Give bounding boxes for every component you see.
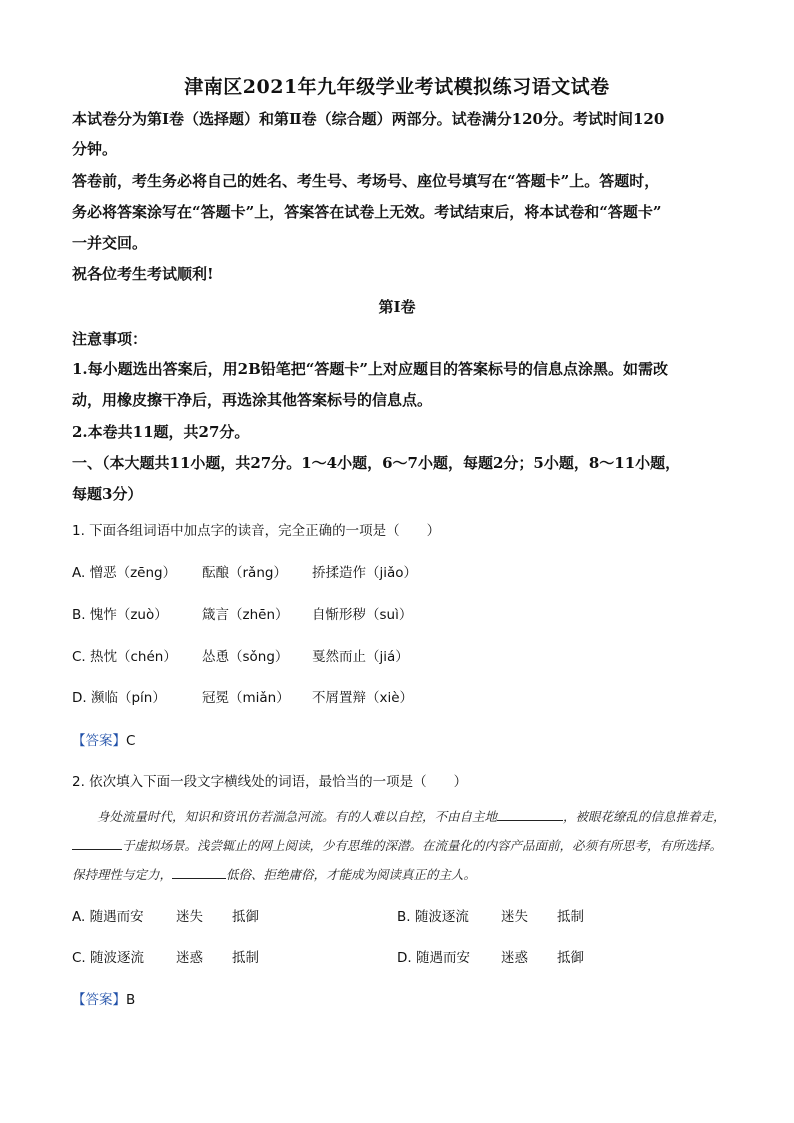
q2-option-c-word3: 抵制 (232, 950, 259, 966)
answer-tag: 【答案】 (72, 992, 126, 1008)
intro-line-6: 祝各位考生考试顺利! (72, 265, 214, 283)
note-1b: 动，用橡皮擦干净后，再选涂其他答案标号的信息点。 (72, 391, 433, 409)
q1-option-b: B. 愧怍（zuò） (72, 607, 168, 623)
fill-blank-2 (72, 837, 122, 850)
q2-option-c-word2: 迷惑 (176, 950, 203, 966)
passage-text-3: 息推着走， (663, 809, 726, 824)
q2-option-d: D. 随遇而安 (397, 950, 470, 966)
q1-stem: 1. 下面各组词语中加点字的读音，完全正确的一项是（ ） (72, 523, 441, 539)
q2-option-b: B. 随波逐流 (397, 909, 469, 925)
q1-option-a: A. 憎恶（zēng） (72, 565, 177, 581)
passage-text-2: ，被眼花缭乱的信 (563, 809, 664, 824)
q2-option-d-word2: 迷惑 (501, 950, 528, 966)
q2-answer (72, 988, 135, 1008)
q2-passage (72, 802, 732, 889)
fill-blank-1 (497, 808, 563, 821)
answer-tag: 【答案】 (72, 733, 126, 749)
q1-answer (72, 729, 135, 749)
section-title: 第Ⅰ卷 (378, 298, 416, 316)
fill-blank-3 (172, 866, 226, 879)
intro-line-3: 答卷前，考生务必将自己的姓名、考生号、考场号、座位号填写在“答题卡”上。答题时， (72, 172, 660, 190)
note-1a: 1.每小题选出答案后，用2B铅笔把“答题卡”上对应题目的答案标号的信息点涂黑。如需改 (72, 360, 669, 378)
q2-option-b-word2: 迷失 (501, 909, 528, 925)
notes-heading: 注意事项： (72, 330, 148, 348)
part1-line-a: 一、（本大题共11小题，共27分。1～4小题，6～7小题，每题2分；5小题，8～11小题， (72, 454, 681, 472)
passage-text-1: 身处流量时代，知识和资讯仿若湍急河流。有的人难以自控，不由自主地 (97, 809, 498, 824)
q1-option-b-word3: 自惭形秽（suì） (312, 607, 413, 623)
q1-option-c: C. 热忱（chén） (72, 649, 177, 665)
q1-option-a-word2: 酝酿（rǎng） (202, 565, 287, 581)
passage-text-5: 有所思考，有所选择。保持理性与定力， (72, 838, 723, 882)
q2-option-d-word3: 抵御 (557, 950, 584, 966)
q2-option-a-word2: 迷失 (176, 909, 203, 925)
q2-option-a: A. 随遇而安 (72, 909, 144, 925)
q1-option-c-word2: 怂恿（sǒng） (202, 649, 289, 665)
q1-option-c-word3: 戛然而止（jiá） (312, 649, 409, 665)
intro-line-1: 本试卷分为第Ⅰ卷（选择题）和第Ⅱ卷（综合题）两部分。试卷满分120分。考试时间120 (72, 110, 665, 128)
exam-title: 津南区2021年九年级学业考试模拟练习语文试卷 (184, 76, 610, 98)
intro-line-2: 分钟。 (72, 140, 118, 158)
q1-option-a-word3: 挢揉造作（jiǎo） (312, 565, 418, 581)
q1-option-d-word2: 冠冕（miǎn） (202, 690, 290, 706)
q1-option-d: D. 濒临（pín） (72, 690, 166, 706)
q2-option-c: C. 随波逐流 (72, 950, 145, 966)
part1-line-b: 每题3分） (72, 485, 143, 503)
q2-option-a-word3: 抵御 (232, 909, 259, 925)
q2-stem: 2. 依次填入下面一段文字横线处的词语，最恰当的一项是（ ） (72, 774, 468, 790)
answer-value: C (126, 733, 136, 749)
q2-option-b-word3: 抵制 (557, 909, 584, 925)
q1-option-b-word2: 箴言（zhēn） (202, 607, 289, 623)
intro-line-4: 务必将答案涂写在“答题卡”上，答案答在试卷上无效。考试结束后，将本试卷和“答题卡” (72, 203, 662, 221)
passage-text-4: 于虚拟场景。浅尝辄止的网上阅读，少有思维的深潜。在流量化的内容产品面前，必须 (122, 838, 598, 853)
answer-value: B (126, 992, 136, 1008)
note-2: 2.本卷共11题，共27分。 (72, 423, 250, 441)
q1-option-d-word3: 不屑置辩（xiè） (312, 690, 414, 706)
passage-text-6: 低俗、拒绝庸俗，才能成为阅读真正的主人。 (226, 867, 477, 882)
intro-line-5: 一并交回。 (72, 234, 148, 252)
